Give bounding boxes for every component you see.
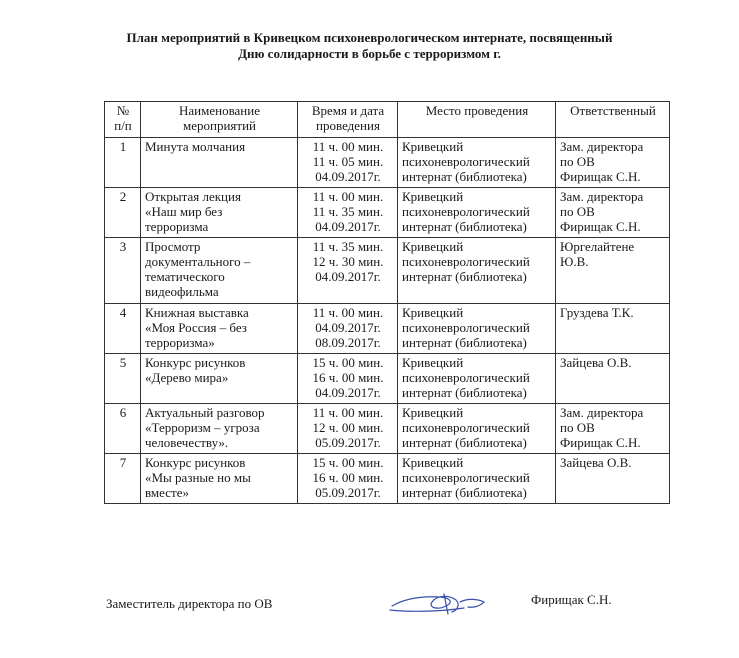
event-name: Открытая лекция «Наш мир без терроризма: [141, 188, 298, 238]
event-time: 11 ч. 35 мин. 12 ч. 30 мин. 04.09.2017г.: [298, 238, 398, 304]
table-row: [105, 188, 670, 238]
event-responsible: Зайцева О.В.: [556, 354, 670, 404]
event-name: Конкурс рисунков «Мы разные но мы вместе»: [141, 454, 298, 504]
table-row: [105, 454, 670, 504]
row-number: 2: [105, 188, 141, 238]
signature-mark: [388, 588, 488, 618]
event-responsible: Груздева Т.К.: [556, 304, 670, 354]
table-row: [105, 304, 670, 354]
event-place: Кривецкий психоневрологический интернат (библиотека): [398, 238, 556, 304]
table-header-row: [105, 102, 670, 138]
table-row: [105, 354, 670, 404]
title-line-1: План мероприятий в Кривецком психоневрологическом интернате, посвященный: [126, 30, 613, 45]
event-place: Кривецкий психоневрологический интернат (библиотека): [398, 354, 556, 404]
event-responsible: Зам. директора по ОВ Фирищак С.Н.: [556, 188, 670, 238]
event-time: 11 ч. 00 мин. 04.09.2017г. 08.09.2017г.: [298, 304, 398, 354]
events-plan-table: [104, 101, 670, 504]
event-time: 15 ч. 00 мин. 16 ч. 00 мин. 04.09.2017г.: [298, 354, 398, 404]
row-number: 1: [105, 138, 141, 188]
row-number: 7: [105, 454, 141, 504]
event-time: 11 ч. 00 мин. 12 ч. 00 мин. 05.09.2017г.: [298, 404, 398, 454]
event-responsible: Зам. директора по ОВ Фирищак С.Н.: [556, 138, 670, 188]
event-name: Минута молчания: [141, 138, 298, 188]
event-responsible: Юргелайтене Ю.В.: [556, 238, 670, 304]
row-number: 6: [105, 404, 141, 454]
event-place: Кривецкий психоневрологический интернат (библиотека): [398, 304, 556, 354]
header-event-name: Наименование мероприятий: [141, 102, 298, 138]
header-responsible: Ответственный: [556, 102, 670, 138]
event-responsible: Зам. директора по ОВ Фирищак С.Н.: [556, 404, 670, 454]
signature-strokes: [390, 594, 484, 614]
table-row: [105, 138, 670, 188]
header-place: Место проведения: [398, 102, 556, 138]
event-name: Книжная выставка «Моя Россия – без терроризма»: [141, 304, 298, 354]
event-name: Просмотр документального – тематического видеофильма: [141, 238, 298, 304]
event-time: 11 ч. 00 мин. 11 ч. 05 мин. 04.09.2017г.: [298, 138, 398, 188]
event-place: Кривецкий психоневрологический интернат (библиотека): [398, 138, 556, 188]
row-number: 4: [105, 304, 141, 354]
title-line-2: Дню солидарности в борьбе с терроризмом г.: [238, 46, 501, 61]
signer-position: Заместитель директора по ОВ: [106, 596, 273, 611]
signer-name: Фирищак С.Н.: [531, 592, 612, 607]
row-number: 5: [105, 354, 141, 404]
event-time: 11 ч. 00 мин. 11 ч. 35 мин. 04.09.2017г.: [298, 188, 398, 238]
header-time-date: Время и дата проведения: [298, 102, 398, 138]
event-name: Конкурс рисунков «Дерево мира»: [141, 354, 298, 404]
event-place: Кривецкий психоневрологический интернат (библиотека): [398, 404, 556, 454]
table-row: [105, 238, 670, 304]
header-number: № п/п: [105, 102, 141, 138]
event-place: Кривецкий психоневрологический интернат (библиотека): [398, 188, 556, 238]
event-responsible: Зайцева О.В.: [556, 454, 670, 504]
document-title: [0, 30, 739, 62]
event-time: 15 ч. 00 мин. 16 ч. 00 мин. 05.09.2017г.: [298, 454, 398, 504]
table-row: [105, 404, 670, 454]
row-number: 3: [105, 238, 141, 304]
event-place: Кривецкий психоневрологический интернат (библиотека): [398, 454, 556, 504]
event-name: Актуальный разговор «Терроризм – угроза человечеству».: [141, 404, 298, 454]
